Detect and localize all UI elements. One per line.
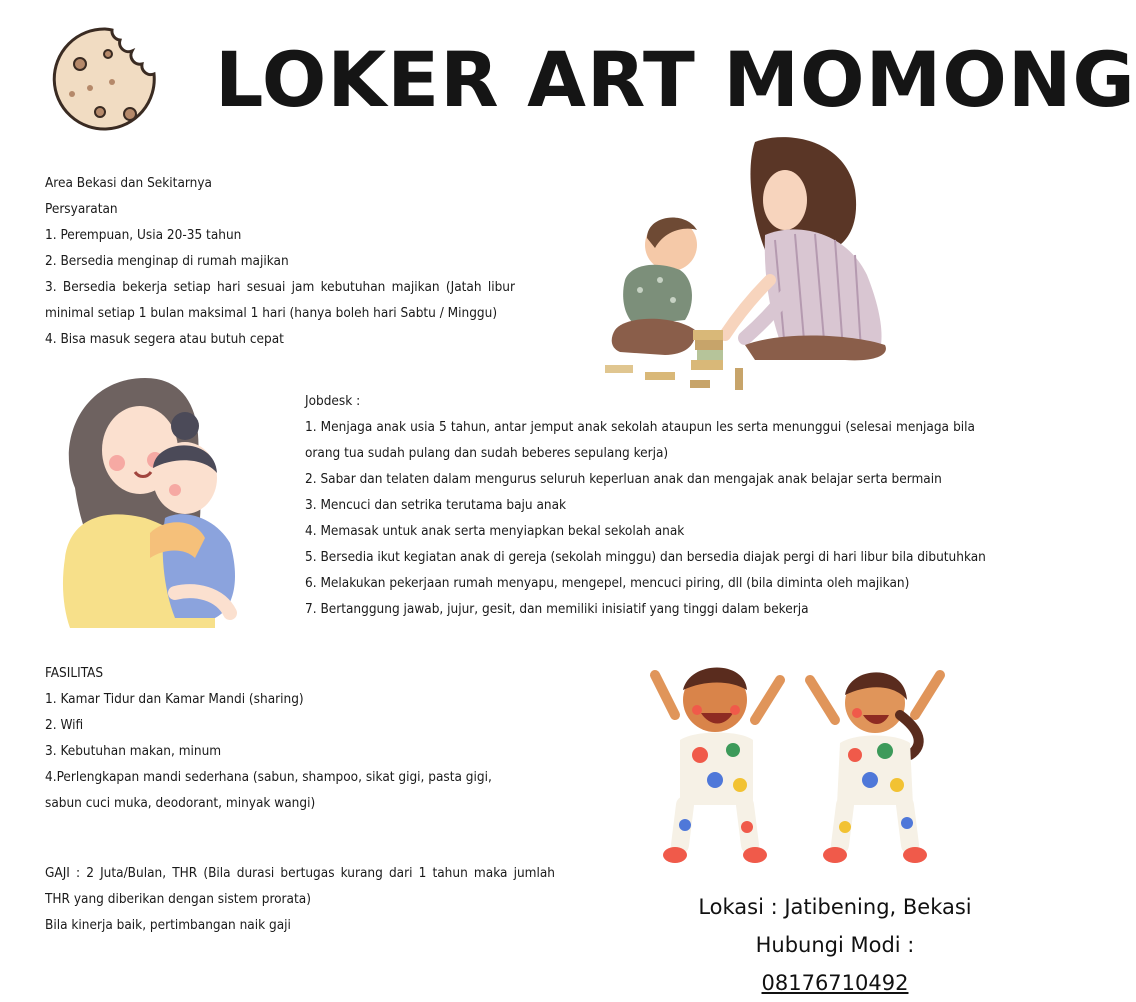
jobdesk-item: orang tua sudah pulang dan sudah beberes sepulang kerja) [305,445,669,461]
requirement-item: 2. Bersedia menginap di rumah majikan [45,253,289,269]
contact-section [690,888,980,1002]
contact-line [690,926,980,1002]
mother-hugging-illustration [55,368,265,638]
jobdesk-item: 5. Bersedia ikut kegiatan anak di gereja (sekolah minggu) dan bersedia diajak pergi di hari libur bila dibutuhkan [305,549,986,565]
mother-playing-illustration [585,130,905,395]
page-title: LOKER ART MOMONG [215,35,1136,124]
phone-link[interactable]: 08176710492 [761,971,909,995]
salary-line: GAJI : 2 Juta/Bulan, THR (Bila durasi bertugas kurang dari 1 tahun maka jumlah [45,865,555,881]
jobdesk-item: 3. Mencuci dan setrika terutama baju anak [305,497,567,513]
salary-line: THR yang diberikan dengan sistem prorata) [45,891,311,907]
salary-line: Bila kinerja baik, pertimbangan naik gaji [45,917,291,933]
jobdesk-item: 6. Melakukan pekerjaan rumah menyapu, mengepel, mencuci piring, dll (bila diminta oleh majikan) [305,575,910,591]
facilities-section [45,660,525,816]
jobdesk-item: 7. Bertanggung jawab, jujur, gesit, dan memiliki inisiatif yang tinggi dalam bekerja [305,601,809,617]
facility-item: 3. Kebutuhan makan, minum [45,743,222,759]
facilities-heading: FASILITAS [45,665,104,681]
happy-kids-illustration [635,655,955,870]
jobdesk-section [305,388,986,622]
facility-item: 4.Perlengkapan mandi sederhana (sabun, shampoo, sikat gigi, pasta gigi, [45,769,492,785]
area-text: Area Bekasi dan Sekitarnya [45,175,212,191]
facility-item: 2. Wifi [45,717,84,733]
jobdesk-item: 2. Sabar dan telaten dalam mengurus seluruh keperluan anak dan mengajak anak belajar serta bermain [305,471,942,487]
requirement-item: 3. Bersedia bekerja setiap hari sesuai jam kebutuhan majikan (Jatah libur [45,279,515,295]
salary-section [45,860,555,938]
jobdesk-heading: Jobdesk : [305,393,361,409]
location-text: Lokasi : Jatibening, Bekasi [698,895,972,919]
requirement-item: minimal setiap 1 bulan maksimal 1 hari (hanya boleh hari Sabtu / Minggu) [45,305,498,321]
requirement-item: 1. Perempuan, Usia 20-35 tahun [45,227,242,243]
contact-label: Hubungi Modi : [755,933,915,957]
requirements-heading: Persyaratan [45,201,118,217]
requirement-item: 4. Bisa masuk segera atau butuh cepat [45,331,284,347]
facility-item: sabun cuci muka, deodorant, minyak wangi) [45,795,316,811]
facility-item: 1. Kamar Tidur dan Kamar Mandi (sharing) [45,691,304,707]
jobdesk-item: 4. Memasak untuk anak serta menyiapkan bekal sekolah anak [305,523,685,539]
requirements-section [45,170,515,352]
cookie-icon [50,24,160,134]
jobdesk-item: 1. Menjaga anak usia 5 tahun, antar jemput anak sekolah ataupun les serta menunggui (selesai menjaga bila [305,419,975,435]
